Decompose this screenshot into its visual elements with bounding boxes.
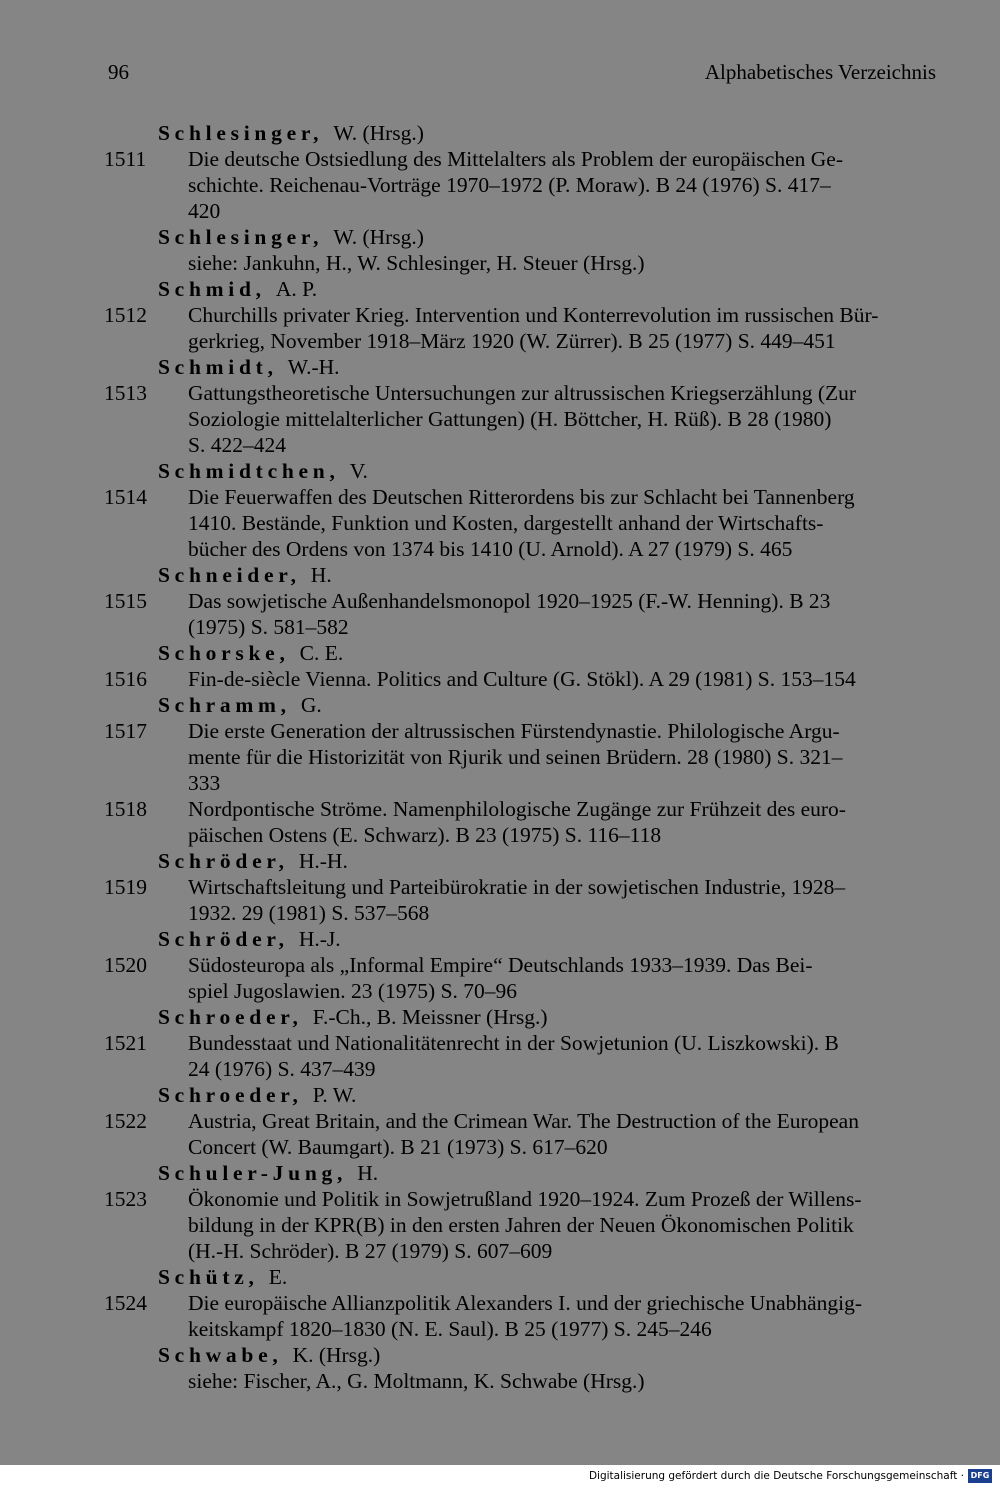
see-reference: siehe: Fischer, A., G. Moltmann, K. Schwabe (Hrsg.)	[188, 1369, 645, 1393]
running-head: Alphabetisches Verzeichnis	[704, 60, 936, 84]
author-surname: Schütz,	[158, 1265, 259, 1289]
entry-number: 1516	[104, 667, 147, 691]
entry-text-line: Die europäische Allianzpolitik Alexanders I. und der griechische Unabhängig-	[188, 1291, 863, 1315]
entry-text-line: Soziologie mittelalterlicher Gattungen) (H. Böttcher, H. Rüß). B 28 (1980)	[188, 407, 832, 431]
author-initials: W. (Hrsg.)	[333, 121, 424, 145]
author-heading	[158, 1004, 548, 1030]
entry-text-line: Ökonomie und Politik in Sowjetrußland 1920–1924. Zum Prozeß der Willens-	[188, 1187, 862, 1211]
author-heading	[158, 692, 322, 718]
author-initials: H.-J.	[298, 927, 341, 951]
author-heading	[158, 276, 317, 302]
author-surname: Schröder,	[158, 849, 289, 873]
entry-text-line: gerkrieg, November 1918–März 1920 (W. Zürrer). B 25 (1977) S. 449–451	[188, 329, 836, 353]
author-heading	[158, 458, 368, 484]
author-surname: Schwabe,	[158, 1343, 283, 1367]
entry-text-line: 1932. 29 (1981) S. 537–568	[188, 901, 430, 925]
author-initials: H.	[357, 1161, 379, 1185]
entry-text-line: S. 422–424	[188, 433, 286, 457]
author-heading	[158, 926, 341, 952]
digitization-credit: Digitalisierung gefördert durch die Deutsche Forschungsgemeinschaft ·	[588, 1470, 964, 1482]
author-heading	[158, 848, 348, 874]
author-initials: G.	[300, 693, 322, 717]
author-heading	[158, 224, 424, 250]
entry-text-line: Die deutsche Ostsiedlung des Mittelalters als Problem der europäischen Ge-	[188, 147, 843, 171]
author-initials: A. P.	[275, 277, 318, 301]
author-surname: Schuler-Jung,	[158, 1161, 348, 1185]
author-initials: W.-H.	[287, 355, 340, 379]
entry-text-line: Südosteuropa als „Informal Empire“ Deutschlands 1933–1939. Das Bei-	[188, 953, 813, 977]
entry-text-line: Concert (W. Baumgart). B 21 (1973) S. 617–620	[188, 1135, 608, 1159]
author-initials: E.	[268, 1265, 288, 1289]
author-surname: Schlesinger,	[158, 225, 324, 249]
entry-text-line: (1975) S. 581–582	[188, 615, 349, 639]
author-surname: Schorske,	[158, 641, 290, 665]
entry-number: 1511	[104, 147, 147, 171]
dfg-logo: DFG	[968, 1469, 992, 1483]
entry-text-line: Nordpontische Ströme. Namenphilologische Zugänge zur Frühzeit des euro-	[188, 797, 846, 821]
entry-text-line: Fin-de-siècle Vienna. Politics and Culture (G. Stökl). A 29 (1981) S. 153–154	[188, 667, 856, 691]
author-initials: K. (Hrsg.)	[292, 1343, 381, 1367]
author-initials: W. (Hrsg.)	[333, 225, 424, 249]
entry-text-line: Die Feuerwaffen des Deutschen Ritterordens bis zur Schlacht bei Tannenberg	[188, 485, 855, 509]
entry-text-line: bücher des Ordens von 1374 bis 1410 (U. Arnold). A 27 (1979) S. 465	[188, 537, 793, 561]
entry-text-line: 24 (1976) S. 437–439	[188, 1057, 376, 1081]
author-surname: Schmidt,	[158, 355, 278, 379]
entry-number: 1522	[104, 1109, 147, 1133]
entry-text-line: 420	[188, 199, 221, 223]
entry-number: 1521	[104, 1031, 147, 1055]
entry-text-line: Bundesstaat und Nationalitätenrecht in der Sowjetunion (U. Liszkowski). B	[188, 1031, 839, 1055]
entry-text-line: schichte. Reichenau-Vorträge 1970–1972 (P. Moraw). B 24 (1976) S. 417–	[188, 173, 831, 197]
entry-number: 1514	[104, 485, 147, 509]
author-heading	[158, 354, 340, 380]
author-surname: Schramm,	[158, 693, 291, 717]
author-heading	[158, 1342, 380, 1368]
entry-text-line: 333	[188, 771, 221, 795]
entry-text-line: bildung in der KPR(B) in den ersten Jahren der Neuen Ökonomischen Politik	[188, 1213, 854, 1237]
author-initials: H.	[310, 563, 332, 587]
entry-text-line: Das sowjetische Außenhandelsmonopol 1920–1925 (F.-W. Henning). B 23	[188, 589, 831, 613]
entry-text-line: päischen Ostens (E. Schwarz). B 23 (1975) S. 116–118	[188, 823, 662, 847]
author-initials: P. W.	[312, 1083, 357, 1107]
author-surname: Schroeder,	[158, 1005, 303, 1029]
entry-text-line: 1410. Bestände, Funktion und Kosten, dargestellt anhand der Wirtschafts-	[188, 511, 824, 535]
author-initials: F.-Ch., B. Meissner (Hrsg.)	[312, 1005, 548, 1029]
author-surname: Schneider,	[158, 563, 301, 587]
author-heading	[158, 1160, 378, 1186]
entry-number: 1518	[104, 797, 147, 821]
author-heading	[158, 1264, 287, 1290]
entry-number: 1512	[104, 303, 147, 327]
entry-text-line: Gattungstheoretische Untersuchungen zur altrussischen Kriegserzählung (Zur	[188, 381, 857, 405]
entry-number: 1515	[104, 589, 147, 613]
author-heading	[158, 640, 343, 666]
see-reference: siehe: Jankuhn, H., W. Schlesinger, H. Steuer (Hrsg.)	[188, 251, 645, 275]
entry-number: 1517	[104, 719, 147, 743]
author-heading	[158, 562, 332, 588]
entry-text-line: Austria, Great Britain, and the Crimean War. The Destruction of the European	[188, 1109, 859, 1133]
author-heading	[158, 120, 424, 146]
entry-number: 1520	[104, 953, 147, 977]
author-initials: H.-H.	[298, 849, 348, 873]
entry-text-line: mente für die Historizität von Rjurik und seinen Brüdern. 28 (1980) S. 321–	[188, 745, 843, 769]
entry-number: 1524	[104, 1291, 147, 1315]
entry-text-line: (H.-H. Schröder). B 27 (1979) S. 607–609	[188, 1239, 553, 1263]
entry-number: 1513	[104, 381, 147, 405]
entry-text-line: Churchills privater Krieg. Intervention und Konterrevolution im russischen Bür-	[188, 303, 879, 327]
author-surname: Schroeder,	[158, 1083, 303, 1107]
author-surname: Schmid,	[158, 277, 266, 301]
entry-number: 1523	[104, 1187, 147, 1211]
entry-number: 1519	[104, 875, 147, 899]
page-number: 96	[108, 60, 129, 84]
entry-text-line: Wirtschaftsleitung und Parteibürokratie in der sowjetischen Industrie, 1928–	[188, 875, 846, 899]
author-surname: Schmidtchen,	[158, 459, 340, 483]
entry-text-line: Die erste Generation der altrussischen Fürstendynastie. Philologische Argu-	[188, 719, 840, 743]
author-surname: Schlesinger,	[158, 121, 324, 145]
author-initials: V.	[349, 459, 368, 483]
author-surname: Schröder,	[158, 927, 289, 951]
footer-bar	[0, 1465, 1000, 1490]
entry-text-line: spiel Jugoslawien. 23 (1975) S. 70–96	[188, 979, 518, 1003]
author-heading	[158, 1082, 356, 1108]
entry-text-line: keitskampf 1820–1830 (N. E. Saul). B 25 (1977) S. 245–246	[188, 1317, 712, 1341]
author-initials: C. E.	[299, 641, 344, 665]
